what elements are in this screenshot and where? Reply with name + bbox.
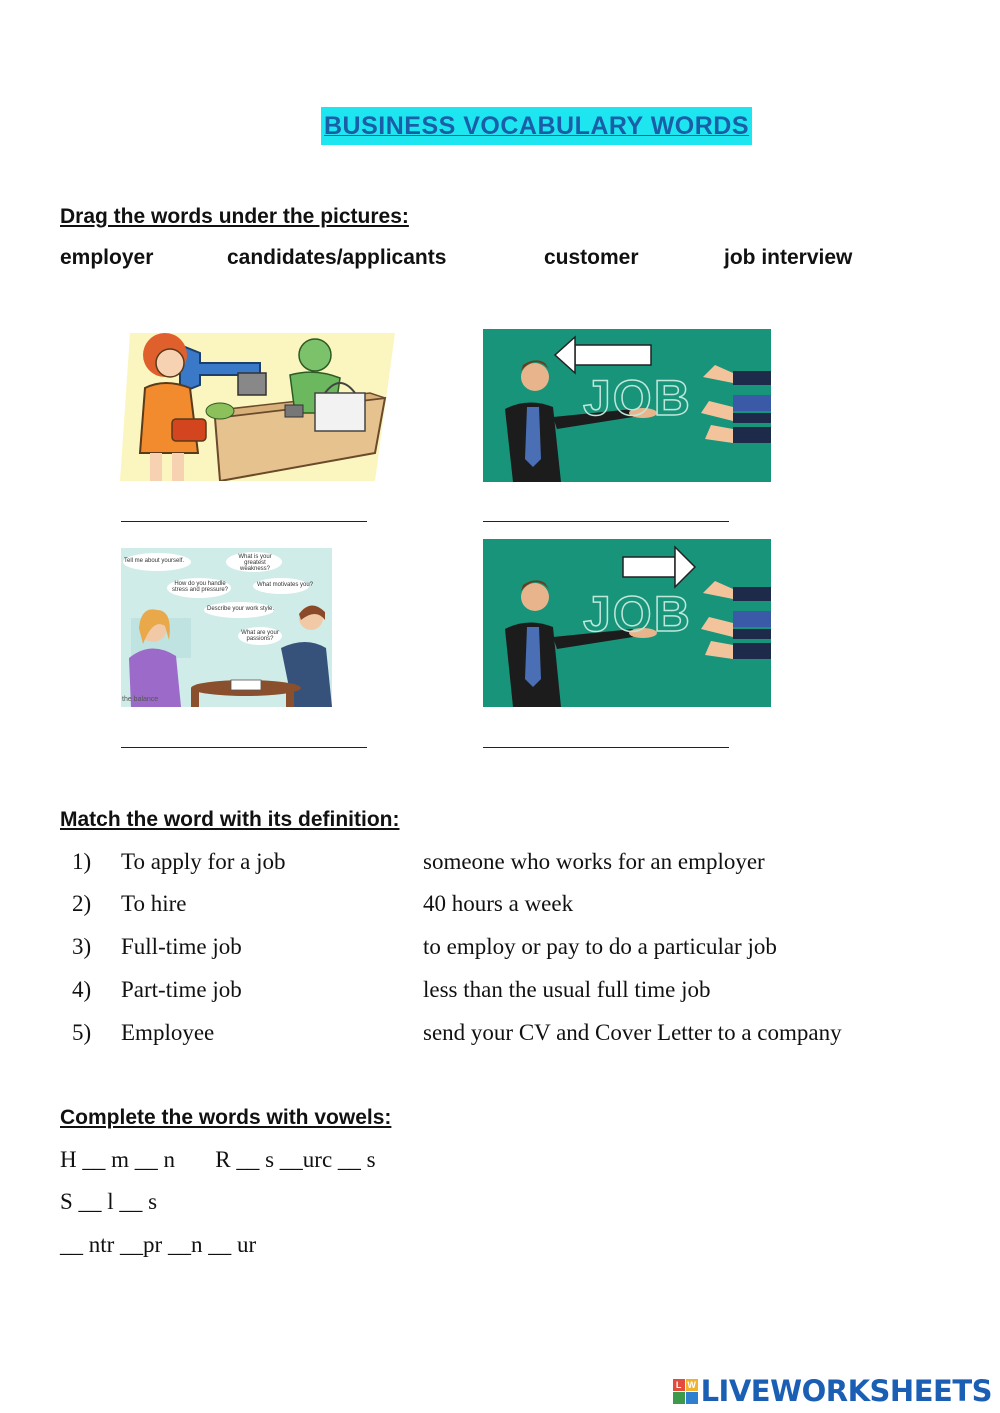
word-candidates[interactable]: candidates/applicants [227, 246, 447, 269]
match-term[interactable]: To apply for a job [121, 849, 286, 874]
logo-letter: W [687, 1379, 696, 1390]
bubble-tell-me: Tell me about yourself. [124, 558, 185, 564]
shop-counter-illustration [120, 333, 395, 481]
worksheet-title: BUSINESS VOCABULARY WORDS [321, 107, 752, 145]
drag-words-heading: Drag the words under the pictures: [60, 205, 409, 228]
match-term[interactable]: To hire [121, 891, 187, 916]
job-label-2: JOB [583, 586, 692, 642]
answer-blank-1[interactable] [121, 521, 367, 522]
vowel-line-human-resources[interactable]: H __ m __ n R __ s __urc __ s [60, 1147, 376, 1172]
answer-blank-3[interactable] [121, 747, 367, 748]
match-term[interactable]: Full-time job [121, 934, 242, 959]
picture-job-arrow-left [483, 329, 771, 482]
match-number: 4) [72, 977, 92, 1002]
vowel-line-entrepreneur[interactable]: __ ntr __pr __n __ ur [60, 1232, 257, 1257]
bubble-passions: What are your passions? [241, 630, 279, 642]
watermark: the balance [122, 696, 159, 703]
bubble-stress: How do you handle stress and pressure? [171, 581, 229, 593]
vowels-heading: Complete the words with vowels: [60, 1106, 392, 1129]
liveworksheets-logo [673, 1374, 992, 1408]
word-employer[interactable]: employer [60, 246, 154, 269]
match-term[interactable]: Part-time job [121, 977, 242, 1002]
brand-name: LIVEWORKSHEETS [700, 1374, 992, 1408]
word-job-interview[interactable]: job interview [724, 246, 853, 269]
match-definition[interactable]: 40 hours a week [423, 891, 574, 916]
picture-job-arrow-right [483, 539, 771, 707]
match-number: 1) [72, 849, 92, 874]
job-label: JOB [583, 370, 692, 426]
match-number: 5) [72, 1020, 92, 1045]
answer-blank-2[interactable] [483, 521, 729, 522]
logo-mark-icon [673, 1379, 698, 1404]
logo-letter: L [673, 1379, 685, 1391]
bubble-work-style: Describe your work style. [207, 606, 275, 612]
match-heading: Match the word with its definition: [60, 808, 400, 831]
answer-blank-4[interactable] [483, 747, 729, 748]
vowel-line-sales[interactable]: S __ l __ s [60, 1189, 158, 1214]
bubble-motivates: What motivates you? [257, 582, 314, 588]
match-definition[interactable]: someone who works for an employer [423, 849, 765, 874]
match-term[interactable]: Employee [121, 1020, 215, 1045]
picture-interview [121, 548, 332, 707]
interview-illustration [121, 548, 332, 707]
match-definition[interactable]: to employ or pay to do a particular job [423, 934, 777, 959]
match-definition[interactable]: less than the usual full time job [423, 977, 711, 1002]
match-number: 3) [72, 934, 92, 959]
match-definition[interactable]: send your CV and Cover Letter to a company [423, 1020, 842, 1045]
match-number: 2) [72, 891, 92, 916]
bubble-weakness: What is your greatest weakness? [238, 554, 272, 572]
picture-shop-counter [120, 333, 395, 481]
word-customer[interactable]: customer [544, 246, 639, 269]
